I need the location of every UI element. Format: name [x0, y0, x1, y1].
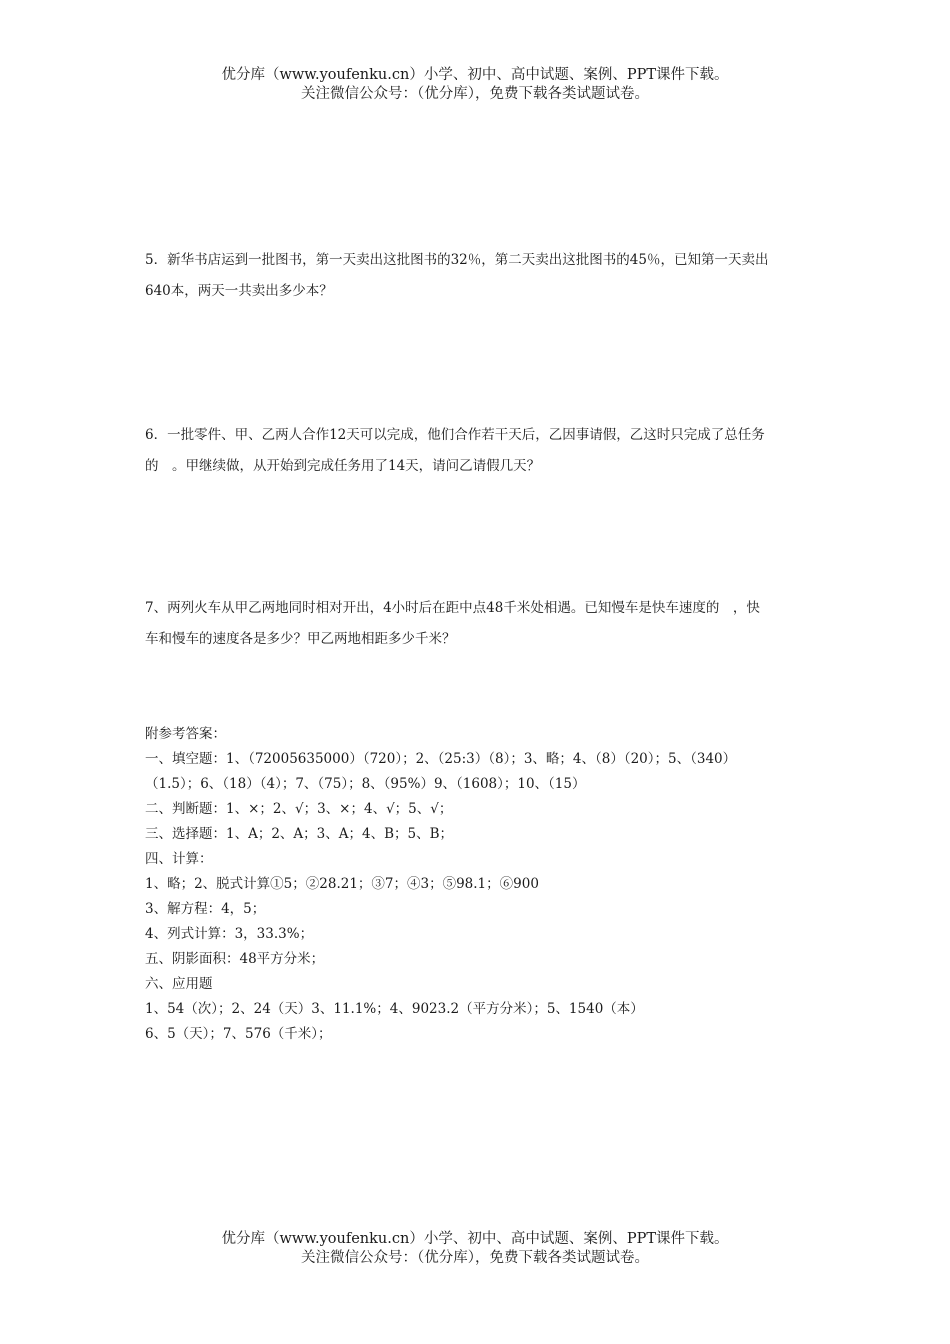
answer-line: 三、选择题：1、A；2、A；3、A；4、B；5、B；: [145, 826, 454, 842]
problem-5-line-1: 5．新华书店运到一批图书，第一天卖出这批图书的32％，第二天卖出这批图书的45％，已知第一天卖出: [145, 252, 769, 268]
problem-7-line-2: 车和慢车的速度各是多少？甲乙两地相距多少千米？: [145, 631, 456, 647]
problem-7: [145, 593, 807, 655]
footer-line-1: 优分库（www.youfenku.cn）小学、初中、高中试题、案例、PPT课件下载。: [221, 1231, 729, 1247]
problem-6: [145, 420, 807, 482]
answer-line: 1、略；2、脱式计算①5；②28.21；③7；④3；⑤98.1；⑥900: [145, 876, 539, 892]
answer-key-title: 附参考答案：: [145, 726, 226, 742]
answer-line: 3、解方程：4，5；: [145, 901, 266, 917]
answer-line: （1.5）；6、（18）（4）；7、（75）；8、（95%）9、（1608）；10、（15）: [145, 776, 586, 792]
answer-key: [145, 722, 815, 1047]
answer-line: 6、5（天）；7、576（千米）；: [145, 1026, 332, 1042]
problem-5-line-2: 640本，两天一共卖出多少本？: [145, 283, 333, 299]
header-line-2: 关注微信公众号：（优分库），免费下载各类试题试卷。: [301, 86, 649, 102]
header-line-1: 优分库（www.youfenku.cn）小学、初中、高中试题、案例、PPT课件下载。: [221, 67, 729, 83]
problem-6-line-2: 的 。甲继续做，从开始到完成任务用了14天，请问乙请假几天？: [145, 458, 541, 474]
answer-line: 4、列式计算：3，33.3%；: [145, 926, 314, 942]
problem-7-line-1: 7、两列火车从甲乙两地同时相对开出，4小时后在距中点48千米处相遇。已知慢车是快车速度的 ，快: [145, 600, 760, 616]
page-header: [0, 66, 950, 104]
problem-6-line-1: 6．一批零件、甲、乙两人合作12天可以完成，他们合作若干天后，乙因事请假，乙这时只完成了总任务: [145, 427, 765, 443]
answer-line: 五、阴影面积：48平方分米；: [145, 951, 325, 967]
answer-line: 二、判断题：1、×；2、√；3、×；4、√；5、√；: [145, 801, 453, 817]
answer-line: 六、应用题: [145, 976, 213, 992]
answer-line: 四、计算：: [145, 851, 213, 867]
problem-5: [145, 245, 807, 307]
footer-line-2: 关注微信公众号：（优分库），免费下载各类试题试卷。: [301, 1250, 649, 1266]
page-footer: [0, 1230, 950, 1268]
answer-line: 1、54（次）；2、24（天）3、11.1%；4、9023.2（平方分米）；5、1540（本）: [145, 1001, 644, 1017]
answer-line: 一、填空题：1、（72005635000）（720）；2、（25:3）（8）；3、略；4、（8）（20）；5、（340）: [145, 751, 737, 767]
